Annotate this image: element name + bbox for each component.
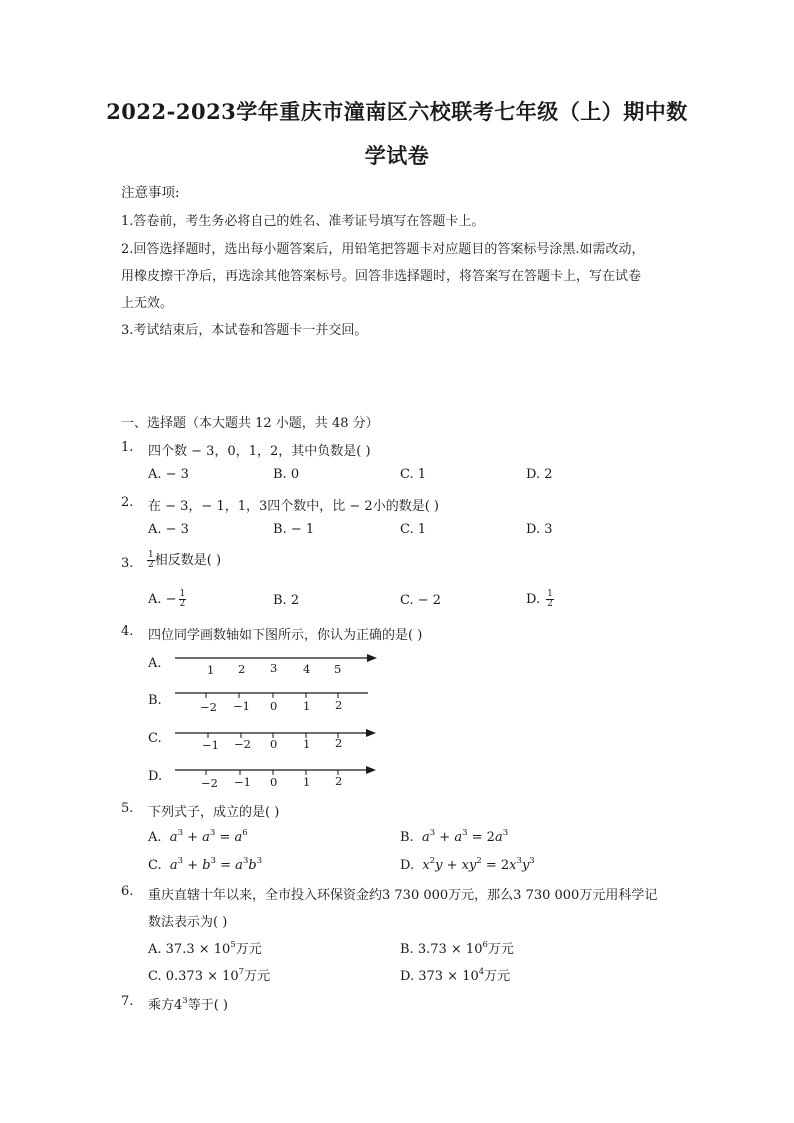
- option-b: B.: [148, 693, 162, 708]
- svg-text:3: 3: [270, 661, 278, 675]
- option-d: D. $\frac{1}{2}$: [526, 589, 553, 609]
- question-number: 2.: [121, 495, 134, 510]
- option-a: A. $a^3 + a^3 = a^6$: [148, 828, 248, 845]
- svg-text:1: 1: [303, 699, 311, 713]
- option-a: A. $37.3 \times 10^5$万元: [148, 940, 262, 957]
- question-number: 1.: [121, 440, 134, 455]
- svg-text:−2: −2: [200, 700, 217, 714]
- notice-item-2-line-2: 用橡皮擦干净后，再选涂其他答案标号。回答非选择题时，将答案写在答题卡上，写在试卷: [121, 269, 642, 284]
- svg-text:−1: −1: [202, 738, 219, 752]
- svg-text:−1: −1: [233, 699, 250, 713]
- option-c: C. − 2: [400, 593, 442, 608]
- number-line-c: [172, 726, 382, 756]
- option-a: A. − 3: [148, 522, 189, 537]
- svg-text:−2: −2: [234, 737, 251, 751]
- option-d: D. 3: [526, 522, 553, 537]
- notice-heading: 注意事项:: [121, 185, 180, 201]
- question-number: 7.: [121, 994, 134, 1009]
- question-number: 5.: [121, 801, 134, 816]
- svg-text:0: 0: [270, 737, 278, 751]
- question-stem-continued: 数法表示为( ): [148, 915, 228, 930]
- option-a: A.: [148, 656, 162, 671]
- svg-text:1: 1: [303, 737, 311, 751]
- svg-text:0: 0: [270, 699, 278, 713]
- question-stem: 乘方$4^3$等于( ): [148, 996, 228, 1013]
- page-title-continued: 学试卷: [364, 143, 430, 168]
- svg-text:2: 2: [335, 736, 343, 750]
- option-c: C. $a^3 + b^3 = a^3b^3$: [148, 856, 263, 873]
- option-b: B. − 1: [273, 522, 315, 537]
- notice-item-3: 3.考试结束后，本试卷和答题卡一并交回。: [121, 323, 368, 338]
- option-b: B. 2: [273, 593, 300, 608]
- question-number: 3.: [121, 556, 134, 571]
- question-stem: 四个数 − 3，0，1，2，其中负数是( ): [148, 444, 371, 459]
- page-title: 2022-2023学年重庆市潼南区六校联考七年级（上）期中数: [106, 99, 688, 124]
- question-stem: 四位同学画数轴如下图所示，你认为正确的是( ): [148, 628, 423, 643]
- svg-text:5: 5: [334, 662, 342, 676]
- svg-text:0: 0: [270, 775, 278, 789]
- option-d: D.: [148, 769, 163, 784]
- option-d: D. $373 \times 10^4$万元: [400, 967, 511, 984]
- question-number: 4.: [121, 624, 134, 639]
- question-stem: $\frac{1}{2}$ 相反数是( ): [148, 550, 222, 570]
- option-d: D. 2: [526, 467, 553, 482]
- svg-text:−1: −1: [234, 775, 251, 789]
- question-number: 6.: [121, 884, 134, 899]
- option-c: C. 1: [400, 522, 427, 537]
- option-b: B. $3.73 \times 10^6$万元: [400, 940, 514, 957]
- svg-text:1: 1: [207, 663, 215, 677]
- svg-text:2: 2: [238, 662, 246, 676]
- option-d: D. $x^2y + xy^2 = 2x^3y^3$: [400, 856, 535, 873]
- notice-item-2-line-1: 2.回答选择题时，选出每小题答案后，用铅笔把答题卡对应题目的答案标号涂黑.如需改动，: [121, 242, 645, 257]
- section-heading: 一、选择题（本大题共 12 小题，共 48 分）: [121, 416, 379, 431]
- svg-text:1: 1: [303, 775, 311, 789]
- svg-text:2: 2: [335, 698, 343, 712]
- question-stem: 下列式子，成立的是( ): [148, 805, 280, 820]
- question-stem: 重庆直辖十年以来，全市投入环保资金约3 730 000万元，那么3 730 000万元用科学记: [148, 888, 658, 903]
- option-b: B. 0: [273, 467, 300, 482]
- option-c: C. 1: [400, 467, 427, 482]
- svg-text:4: 4: [303, 662, 311, 676]
- notice-item-1: 1.答卷前，考生务必将自己的姓名、准考证号填写在答题卡上。: [121, 214, 485, 229]
- notice-item-2-line-3: 上无效。: [121, 296, 174, 311]
- number-line-d: [172, 764, 382, 794]
- option-a: A. − $\frac{1}{2}$: [148, 589, 186, 609]
- option-c: C. $0.373 \times 10^7$万元: [148, 967, 271, 984]
- question-stem: 在 − 3，− 1，1，3四个数中，比 − 2小的数是( ): [148, 499, 439, 514]
- svg-text:−2: −2: [201, 776, 218, 790]
- option-a: A. − 3: [148, 467, 189, 482]
- number-line-b: [172, 688, 382, 718]
- option-c: C.: [148, 731, 162, 746]
- option-b: B. $a^3 + a^3 = 2a^3$: [400, 828, 509, 845]
- number-line-a: [172, 650, 382, 680]
- fraction: $\frac{1}{2}$: [148, 550, 154, 570]
- svg-text:2: 2: [335, 774, 343, 788]
